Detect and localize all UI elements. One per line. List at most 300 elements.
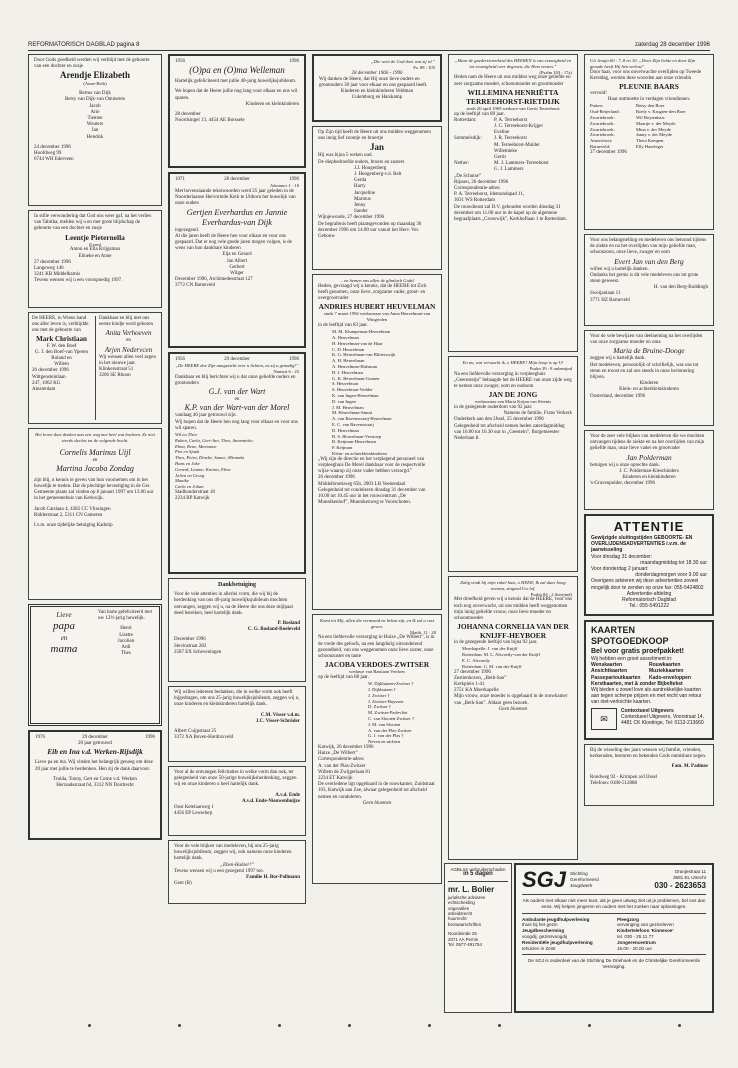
notice-bosland xyxy=(168,578,306,682)
notice-wish: Wij hopen dat de Heere hen nog lang voor elkaar en voor ons wil sparen. xyxy=(175,419,298,431)
column-1 xyxy=(28,54,162,844)
callname: (Anne-Beth) xyxy=(83,81,107,87)
deceased-name: ANDRIES HUBERT HEUVELMAN xyxy=(318,302,436,312)
friend-name: Maartje v. der Meyde xyxy=(636,120,676,126)
corr-line: 2234 ET Katwijk xyxy=(318,775,353,781)
friend-name: Thera Kempen xyxy=(636,138,664,144)
family-name: Moerkapelle: J. van der Knijff xyxy=(462,646,518,652)
corr-line: P. A. Terreehorst, Idemundapad 11, xyxy=(454,192,525,198)
notice-text: Voor de vele bewijzen van deelneming na het overlijden van onze zorgzame moeder en oma xyxy=(590,334,703,346)
notice-elizabeth xyxy=(28,54,162,206)
address-line: 3581 EL Utrecht xyxy=(672,874,706,880)
address-line: Amsterdam xyxy=(32,387,56,393)
notice-text: Heden nam de Heere uit ons midden weg onze geliefde en zeer zorgzame moeder, schoonmoeder en grootmoeder xyxy=(454,75,571,87)
column-4 xyxy=(448,54,578,864)
family-name: M. Heuvelman-Smint xyxy=(332,410,373,416)
signatories: Kinderen en kleinkinderen xyxy=(245,101,299,107)
service-desc: thuis bij het gezin xyxy=(522,922,558,928)
family-name: Gerrit xyxy=(494,155,506,161)
kaarten-ad xyxy=(584,620,714,740)
address-line: Jacob Catslaan 4, 4382 CC Vlissingen xyxy=(34,506,111,512)
address-line: 247, 1062 KG xyxy=(32,380,61,386)
notice-mark-anita xyxy=(28,312,162,424)
anniversary-date: 29 december xyxy=(82,735,108,740)
address-line: 2071 AA Pernis xyxy=(448,936,479,942)
notice-jan xyxy=(312,126,442,270)
family-name: A. Heuvelman xyxy=(332,335,359,340)
notice-date: Wijnjewoude, 27 december 1996 xyxy=(318,215,385,221)
child-name: Lisette xyxy=(119,632,133,638)
notice-note: De overledene ligt opgebaard in de rouwkamer, Zuidstraat 103, Katwijk aan Zee, alwaar gelegenheid tot afscheid nemen en condoleren. xyxy=(318,782,435,800)
year-start: 1971 xyxy=(175,177,185,182)
column-5 xyxy=(584,54,714,810)
sgj-intro: Als ouders met elkaar niet meer kunt, als je geen uitweg ziet uit je problemen, bel ons dan eens. Wij helpen jongeren en ouders met het zoeken naar oplossingen. xyxy=(522,898,706,909)
notice-text: Van harte gefeliciteerd met uw 12½-jarig huwelijk. xyxy=(98,610,152,622)
notice-terreehorst xyxy=(448,54,578,352)
notice-text: Heden, gevraagd wij u kennis, dat de HEERE tot Zich heeft genomen, onze lieve, zorgzame vader, groot- en overgrootvader xyxy=(318,283,427,302)
parent-name: G. J. den Boef-van Yperen xyxy=(35,349,88,355)
family-name: W. Dijkhuizen-Zwitser † xyxy=(368,681,414,687)
conjunction: en xyxy=(234,397,240,403)
family-name: Harry xyxy=(354,184,366,190)
service-desc: 15.00 - 20.00 uur xyxy=(617,945,652,951)
notice-date: Rijssen, 26 december 1996 xyxy=(454,179,509,185)
notice-van-der-knijff xyxy=(448,576,578,860)
notice-age: op de leeftijd van 88 jaar. xyxy=(318,675,369,680)
verse-ref: Matth. 11 : 28 xyxy=(410,629,436,635)
service-title: Residentiële jeugdhulpverlening xyxy=(522,939,593,945)
ad-line: Tel.: 055-5491222 xyxy=(628,603,670,610)
ad-item: Wenskaarten xyxy=(591,662,623,669)
deceased-name: JACOBA VERDOES-ZWITSER xyxy=(324,660,430,670)
family-name: P. Keijman xyxy=(332,445,353,451)
family-name: D. Heuvelman xyxy=(332,427,359,433)
family-name: A. H. Heuvelman xyxy=(332,358,365,364)
family-name: P. A. Terreehorst xyxy=(494,117,528,123)
sgj-service-col xyxy=(617,917,706,952)
ad-days: in 5 dagen xyxy=(463,871,493,878)
signatory: H. van den Berg-Buddingh xyxy=(653,285,708,291)
phone-line: Telefoon: 0180-512888 xyxy=(590,780,638,786)
friend-name: Wil Boytenbais xyxy=(636,115,665,120)
notice-wish: Tevens wensen wij u een gezegend 1997 toe. xyxy=(174,868,264,874)
address-line: Herraadsstraat 64, 3312 NN Dordrecht xyxy=(56,783,134,789)
address-line: Albert Cuijpstraat 25 xyxy=(174,729,217,735)
corr-line: Willem de Zwijgerlaan 81 xyxy=(318,769,371,775)
family-place xyxy=(454,167,494,173)
family-name: Jacob xyxy=(89,103,101,109)
family-name: Elma, Rene, Marianne xyxy=(175,443,217,449)
friend-place: Amersfoort: xyxy=(590,138,613,144)
address-line: 3241 KB Middelharnis xyxy=(34,272,81,278)
family-name: Wil en Theo xyxy=(175,432,197,438)
verse-ref: Johannes 1 : 16 xyxy=(269,183,299,189)
family-name: Gerard, Lianne, Karina, Eline xyxy=(175,466,231,472)
notice-text: Voor de zeer vele blijken van medeleven die we mochten ontvangen tijdens de ziekte en na het overlijden van mijn geliefde man, onze lieve vader en grootvader xyxy=(590,434,705,452)
notice-text: Ondanks het gemis is dit vele medeleven ons tot grote steun geweest. xyxy=(590,272,699,285)
family-name: J. M. van Slooten xyxy=(368,721,401,727)
family-name: J. M. Heuvelman xyxy=(332,404,364,410)
family-name: J. Dijkhuizen † xyxy=(368,687,396,692)
child-name: Henri xyxy=(120,626,132,632)
family-name: Hendrik xyxy=(86,134,104,140)
address-line: December 1996, Archimedesstraat 127 xyxy=(175,277,253,283)
signatory: Kinderen xyxy=(639,381,659,387)
deceased-name: WILLEMINA HENRIËTTA TERREEHORST-RIETDIJK xyxy=(466,87,560,106)
signatory: Kinderen en kleinkinderen xyxy=(622,475,676,481)
notice-welleman xyxy=(168,54,306,168)
child-name: Leentje Pieternella xyxy=(65,232,125,242)
child-name: Jan Albert xyxy=(226,258,248,264)
notice-text: ingezegend. xyxy=(175,227,200,233)
address-line: Ouderkerk aan den IJssel, 25 december 1996 xyxy=(454,417,544,423)
notice-mark xyxy=(32,316,91,420)
notice-anita xyxy=(95,316,158,420)
husband-name: G.J. van der Wart xyxy=(208,387,266,397)
page-mark xyxy=(178,1024,181,1027)
page-mark xyxy=(678,1024,681,1027)
sgj-footer: De SGJ is onderdeel van de Stichting De Driehoek en de Christelijke Gereformeerde Vereniging. xyxy=(527,958,701,970)
notice-de-bruine xyxy=(584,330,714,426)
address-line: 3206 SE Rhoon xyxy=(99,373,131,379)
deceased-name: Maria de Bruine-Dooge xyxy=(613,346,685,356)
child-name: Mark Christiaan xyxy=(36,334,87,343)
notice-text: Lieve pa en ma. Wij vinden het belangrijk genoeg om deze 20 jaar met jullie te herdenken. Hen zij de dank daarvoor. xyxy=(35,760,153,772)
service-title: Kindertelefoon 'Kinnesoe' xyxy=(617,928,674,934)
verse: ... en hemen ons allen de glimlach Gods! xyxy=(339,278,415,283)
ad-intro: Wij hebben een groot assortiment in: xyxy=(591,656,673,662)
notice-pieternella xyxy=(28,210,162,308)
child-name: Wilger xyxy=(230,271,244,277)
groom-name: Cornelis Marinus Uijl xyxy=(59,447,131,457)
ad-item: Rouwkaarten xyxy=(649,662,681,669)
notice-wish: Al die jaren heeft de Heere hen voor elkaar en voor ons gespaard. Dat er nog vele goede jaren mogen volgen, is de wens van hun dankbare kinderen xyxy=(175,233,292,252)
ad-line: Reformatorisch Dagblad xyxy=(622,597,676,604)
notice-text: Wij willen iedereen bedanken, die in welke vorm ook heeft bijgedragen, om ons 25-jarig huwelijksjubileum, zeggen wij u, onze kinderen en kleinkinderen hartelijk dank. xyxy=(174,690,300,708)
notice-text: Voor ons belangstelling en medeleven ons betoond tijdens de ziekte en na het overlijden van mijn geliefde man, schoonzoon, onze lieve, zwager en oom xyxy=(590,238,707,256)
ad-contact-line: Contextueel Uitgevers, Voorstraat 14, 4481 CK Kloetinge, Tel: 0113-213660 xyxy=(621,713,705,727)
address-line: 3772 CN Barneveld xyxy=(175,283,215,289)
ad-title: KAARTEN SPOTGOEDKOOP xyxy=(591,625,669,646)
family-name: Arie xyxy=(90,109,100,115)
family-name: Marinus xyxy=(354,196,371,202)
notice-quote: „Wij zijn de directie en het verplegend personeel van verpleeghuis De Merel dankbaar voor de respectvolle wijze waarop zij onze vader hebben verzorgd.” xyxy=(318,456,426,475)
greeting-body xyxy=(98,610,154,720)
notice-age: in de gezegende ouderdom van 92 jaar. xyxy=(454,405,533,410)
notice-note: De begrafenis heeft plaatsgevonden op maandag 30 december 1996 om 14.00 uur vanuit het Herv. Ver. Gebouw xyxy=(318,221,422,240)
signatory: J.C. Visser-Schröder xyxy=(255,718,300,724)
ad-contact-row xyxy=(591,708,707,730)
corr-line: 3031 WS Rotterdam xyxy=(454,198,496,204)
notice-verdoes xyxy=(312,614,442,884)
family-name: Tiemen xyxy=(87,116,103,122)
ad-item: bezwaarschriften xyxy=(448,921,482,927)
notice-intro: Dankbaar en blij met ons eerste kindje werd geboren xyxy=(99,316,154,328)
year-start: 1956 xyxy=(175,357,185,362)
family-name: C. D. Heuvelman xyxy=(332,346,365,352)
address-line: 2234 BP Katwijk xyxy=(175,496,210,502)
family-name: H. J. Heuvelman xyxy=(332,369,363,375)
notice-text: Na een liefdevolle verzorging in Huize „De Wilbert”, is in de vrede des geloofs, na een langdurig uitzonderend gezondheid, van ons weggenomen onze lieve zuster, onze schoonzuster en tante xyxy=(318,635,435,659)
ad-item: Muziekkaarten xyxy=(649,668,684,675)
deceased-name: JAN DE JONG xyxy=(488,390,538,400)
notice-age: op de leeftijd van 89 jaar. xyxy=(454,111,505,117)
envelope-icon: ✉ xyxy=(591,708,617,730)
ad-title: ATTENTIE xyxy=(613,519,685,534)
family-name: B. S. Heuvelman-Verstoep xyxy=(332,433,381,439)
ad-item: echtscheiding xyxy=(448,900,475,906)
family-name: Eveline xyxy=(494,130,510,136)
notice-text: Bij de wisseling des jaars wensen wij familie, vrienden, kerkeraden, besturen en bekenden Gods onmisbare zegen. xyxy=(590,748,707,760)
ad-line: donderdagmorgen voor 9.00 uur xyxy=(635,572,707,579)
notice-text: Op Zijn tijd heeft de Heere uit ons midden weggenomen ons innig lief zoontje en broertje xyxy=(318,130,431,142)
friend-place: Zwartebroek: xyxy=(590,120,615,126)
greeting-heading xyxy=(36,610,92,720)
notice-wish: We hopen dat de Heere jullie nog lang voor elkaar en ons wil sparen. xyxy=(175,89,298,101)
family-name: J. Hoogenberg-v.d. Belt xyxy=(354,172,402,178)
notice-text: willen wij u hartelijk danken. xyxy=(590,266,649,272)
ad-line: Advertentie-afdeling xyxy=(626,590,672,597)
service-desc: vervanging van gezinsleven xyxy=(617,922,674,928)
service-desc: tehuizen in Zeist xyxy=(522,945,556,951)
service-title: Jeugdbescherming xyxy=(522,928,565,934)
greeting-line: Lieve xyxy=(56,611,72,619)
deceased-subtitle: weduwe van Bastiaan Verdoes xyxy=(349,669,405,675)
home-name: „De Schutse” xyxy=(454,173,482,179)
family-place: Nether: xyxy=(454,161,469,167)
siblings: Elineke en Anne xyxy=(78,253,112,259)
sgj-services xyxy=(522,917,706,952)
conjunction: en xyxy=(126,338,131,344)
bolier-ad xyxy=(444,863,512,1013)
ad-line: maandagmiddag tot 18.30 uur xyxy=(640,559,707,566)
address-line: 3771 HZ Barneveld xyxy=(590,297,630,303)
family-name: Wouters xyxy=(86,122,104,128)
notice-eib xyxy=(28,730,162,840)
family-names xyxy=(318,329,436,457)
city: Culemborg en Harskamp xyxy=(351,95,403,101)
family-name: M. Zwitser-Parlevliet xyxy=(368,710,408,716)
parent-name: Roland en xyxy=(51,356,72,362)
signatory: C.M. Visser v.d.m. xyxy=(260,712,300,718)
deceased-subtitle: weduwnaar van Maria Krijna van Sleenis xyxy=(474,399,552,405)
family-table xyxy=(454,118,572,174)
couple-name: Eib en Ina v.d. Werken-Rijsdijk xyxy=(47,747,143,757)
page-mark xyxy=(498,1024,501,1027)
family-name: A. Heuvelman-Hulsman xyxy=(332,363,377,369)
notice-intro: De HEERE, in Wiens hand ons aller leven is, verblijdde ons met de geboorte van xyxy=(32,316,89,334)
friend-place: Putten: xyxy=(590,103,604,109)
notice-intro: Door Gods goedheid werden wij verblijd met de geboorte van een dochter en zusje xyxy=(34,58,150,70)
notice-van-der-wart xyxy=(168,352,306,574)
notice-polderman xyxy=(584,430,714,510)
address-line: 6744 WH Ederveen xyxy=(34,157,74,163)
ad-line: Voor donderdag 2 januari: xyxy=(591,566,649,573)
deceased-subtitle: sinds 20 april 1969 weduwe van Gerrit Terreehorst xyxy=(466,105,560,111)
service-title: Jongerencentrum xyxy=(617,939,656,945)
family-name: Hans en Joke xyxy=(175,461,200,466)
ad-item: huurrecht xyxy=(448,916,467,922)
verse: En nu, wat verwacht ik, o HEERE? Mijn hoop is op U! xyxy=(462,360,564,365)
flowers-note: Geen bloemen xyxy=(498,706,528,712)
deceased-name: Jan xyxy=(369,142,384,153)
family-name: G. J. van der Plas † xyxy=(368,733,404,739)
family-name: C. van Slooten-Zwitser † xyxy=(368,715,415,721)
flowers-note: Geen bloemen xyxy=(362,800,392,806)
page-mark xyxy=(588,1024,591,1027)
column-2 xyxy=(168,54,306,908)
ad-subtitle: Bel voor gratis proefpakket! xyxy=(591,648,684,655)
address-line: 2587 EX Scheveningen xyxy=(174,649,222,655)
callname: (Lynn) xyxy=(88,241,102,247)
verse: „De HEERE doe Zijn aangezicht over u lichten, en zij u genadig!” xyxy=(175,363,299,369)
notice-padmos xyxy=(584,744,714,806)
ad-item: Kerstkaarten, met & zonder Bijbeltekst xyxy=(591,680,683,687)
notice-title: Dankbetuiging xyxy=(217,582,256,588)
notice-date: 's-Gravenpolder, december 1996 xyxy=(590,481,655,487)
notice-date: 26 december 1996 xyxy=(32,368,69,374)
service-desc: voogdij, gezinsvoogdij xyxy=(522,933,567,939)
family-names xyxy=(318,166,436,216)
notice-text: Hartelijk gefeliciteerd met jullie 40-jarig huwelijksjubileum. xyxy=(175,79,297,85)
verse-ref: Psalm 39 : 8 onbenijnd xyxy=(529,365,572,371)
ad-text: Wij bieden u zowel love als aantrekkelijke kaarten aan tegen scherpe prijzen en met recht van retour van niet-verkochte kaarten. xyxy=(591,687,702,706)
conjunction: en xyxy=(92,457,98,463)
parent-name: Willem xyxy=(54,362,69,368)
year-end: 1996 xyxy=(145,735,155,740)
notice-age: in de leeftijd van 83 jaar. xyxy=(318,323,368,328)
address-line: 2751 KA Moerkapelle xyxy=(454,688,499,694)
notice-everhardus xyxy=(168,172,306,348)
notice-bor-pollmann xyxy=(168,840,306,904)
friend-name: Elly Hazeleger xyxy=(636,143,664,149)
family-name: Theo, Petra, Dineke, Sanne, Miranda xyxy=(175,455,244,461)
signatory: A.v.d. Ende xyxy=(275,792,300,798)
parent-name: F. W. den Boef xyxy=(46,343,77,349)
sgj-org: Stichting Gereformeerd Jeugdwerk xyxy=(570,871,599,888)
family-name: M. J. Lammers-Terreehorst xyxy=(494,161,549,167)
sgj-service-col xyxy=(522,917,611,952)
family-name: J. Zwitser † xyxy=(368,692,390,698)
family-name: Jenny xyxy=(354,203,366,209)
signatory: Familie H. Bor-Pollmann xyxy=(246,875,300,881)
address-line: Noordsingel 13, 4454 AE Borssele xyxy=(175,118,245,124)
friend-place: Oud-Beijerland: xyxy=(590,109,620,115)
notice-date: 28 december xyxy=(175,112,201,118)
address-line: Wittgensteinlaan xyxy=(32,374,66,380)
ad-subtitle: Gewijzigde sluitingstijden GEBOORTE- EN OVERLIJDENSADVERTENTIES i.v.m. de jaarwisseling xyxy=(591,535,693,554)
phone-number: 030 - 2623653 xyxy=(654,880,706,890)
deceased-name: Jan Polderman xyxy=(626,452,672,462)
phone-line: Tel. 0577-491754 xyxy=(448,942,482,948)
notice-date: 26 december 1996 xyxy=(318,475,355,481)
ad-item: Ansichtkaarten xyxy=(591,668,628,675)
attentie-ad xyxy=(584,514,714,616)
notice-heuvelman xyxy=(312,274,442,610)
verse: Komt tot Mij, allen die vermoeid en belast zijt, en Ik zal u rust geven. xyxy=(320,618,434,629)
ad-name: mr. L. Bolier xyxy=(448,884,495,894)
family-name: Jacqueline xyxy=(354,190,376,196)
family-name: B. Keijman-Heuvelman xyxy=(332,439,376,445)
greeting-line: papa xyxy=(53,620,75,632)
ad-line: Voor dinsdag 31 december: xyxy=(591,553,653,560)
sgj-ad xyxy=(514,863,714,1013)
notice-date: Oosterland, december 1996 xyxy=(590,393,646,399)
address-line: 3372 XA Boven-Hardinxveld xyxy=(174,735,234,741)
notice-note: I.v.m. onze tijdelijke betuiging Kadotip xyxy=(34,523,113,529)
family-name: J. Zwitser-Huyssen xyxy=(368,698,404,704)
notice-text: Dankbaar en blij berichten wij u dat onze geliefde ouders en grootouders xyxy=(175,374,296,386)
page-header xyxy=(28,42,710,51)
publication-name: REFORMATORISCH DAGBLAD pagina 8 xyxy=(28,42,140,48)
verse: Uit Jesaja 60 : 7, 8 en 10: „Door Zijn lichte en door Zijn genade heeft Hij hen verlost” xyxy=(590,58,696,69)
address-line: Stadhouderstraat 18 xyxy=(175,489,215,495)
deceased-subtitle: sinds 7 maart 1994 weduwnaar van Anna Heuvelman-van Wingerden xyxy=(323,311,431,323)
sgj-contact xyxy=(654,869,706,891)
verse-ref: (Psalm 103 : 17a) xyxy=(539,69,572,75)
notice-evert-jan xyxy=(584,234,714,326)
notice-cornelis xyxy=(28,428,162,600)
anniversary-subtitle: 20 jaar getrouwd xyxy=(78,741,112,747)
address-line: Ridderstraat 2, 5311 CN Gameren xyxy=(34,512,103,518)
family-name: Carla en Johan xyxy=(175,484,204,490)
family-name: M. M. Klumpenaar-Heuvelman xyxy=(332,329,391,335)
family-name: J. C. Terreehorst-Krijger xyxy=(494,124,543,129)
ad-list-right xyxy=(649,662,707,681)
family-name: Neven en nichten xyxy=(368,739,401,745)
anniversary-date: 29 december xyxy=(224,357,250,362)
notice-note: Tevens wensen wij u een voorspoedig 1997. xyxy=(34,278,123,284)
corr-label: Correspondentie-adres: xyxy=(318,757,365,763)
deceased-name: Evert Jan van den Berg xyxy=(614,256,684,266)
ad-item: Kado-enveloppen xyxy=(649,674,691,681)
sgj-header xyxy=(522,869,706,891)
family-names xyxy=(318,681,436,745)
deceased-name: JOHANNA CORNELIA VAN DER KNIJFF-HEYBOER xyxy=(457,622,569,641)
address-line: Kerkplein 1-41 xyxy=(454,682,485,687)
friend-name: Mina v. der Meyde xyxy=(636,126,671,132)
ad-line: Overigens advieren wij deze advertenties zoveel mogelijk door te zenden op onze fax: 055-5424802 xyxy=(591,578,704,591)
friends-table xyxy=(590,103,708,149)
family-name: J.J. Hoogenberg xyxy=(354,165,387,171)
family-name: E. C. Alsvoedy xyxy=(462,658,490,663)
friend-name: Roely v. Krugten-den Boer xyxy=(636,109,686,115)
notice-van-den-ende xyxy=(168,766,306,836)
ad-contact xyxy=(621,708,707,730)
family-name: H. Heuvelman-van de Haar xyxy=(332,340,383,346)
signatory: J. C. Polderman-Kleschinders xyxy=(619,468,679,474)
family-name: E. C. van Ravenswaaij xyxy=(332,421,374,427)
column-3 xyxy=(312,54,442,888)
year-start: 1976 xyxy=(35,735,45,740)
family-name: Betsy van Dijk-van Ommeren xyxy=(64,97,126,103)
service-title: Ambulante jeugdhulpverlening xyxy=(522,916,590,922)
page-mark xyxy=(428,1024,431,1027)
signatory: P. Bosland xyxy=(277,621,300,627)
family-name: G. J. Lammers xyxy=(494,167,524,173)
friend-place: Zwartebroek: xyxy=(590,132,615,138)
issue-date: zaterdag 28 december 1996 xyxy=(634,42,710,48)
family-name: Willemieke xyxy=(494,148,518,154)
friend-place: Zwartebroek: xyxy=(590,115,615,120)
ad-brand: Contextueel Uitgevers xyxy=(621,707,674,714)
bride-name: Martina Jacoba Zondag xyxy=(56,463,134,473)
page-bottom-marks xyxy=(28,1022,710,1032)
address-line: Stevinstraat 282 xyxy=(174,643,207,649)
notice-text: Het medeleven, persoonlijk of schriftelijk, was ons tot steun en troost en zal ons steeds in onze herinnering blijven. xyxy=(590,362,699,381)
family-name: Sander xyxy=(354,209,368,215)
home-name: Zestienhoven, „Beth-San” xyxy=(454,675,507,681)
